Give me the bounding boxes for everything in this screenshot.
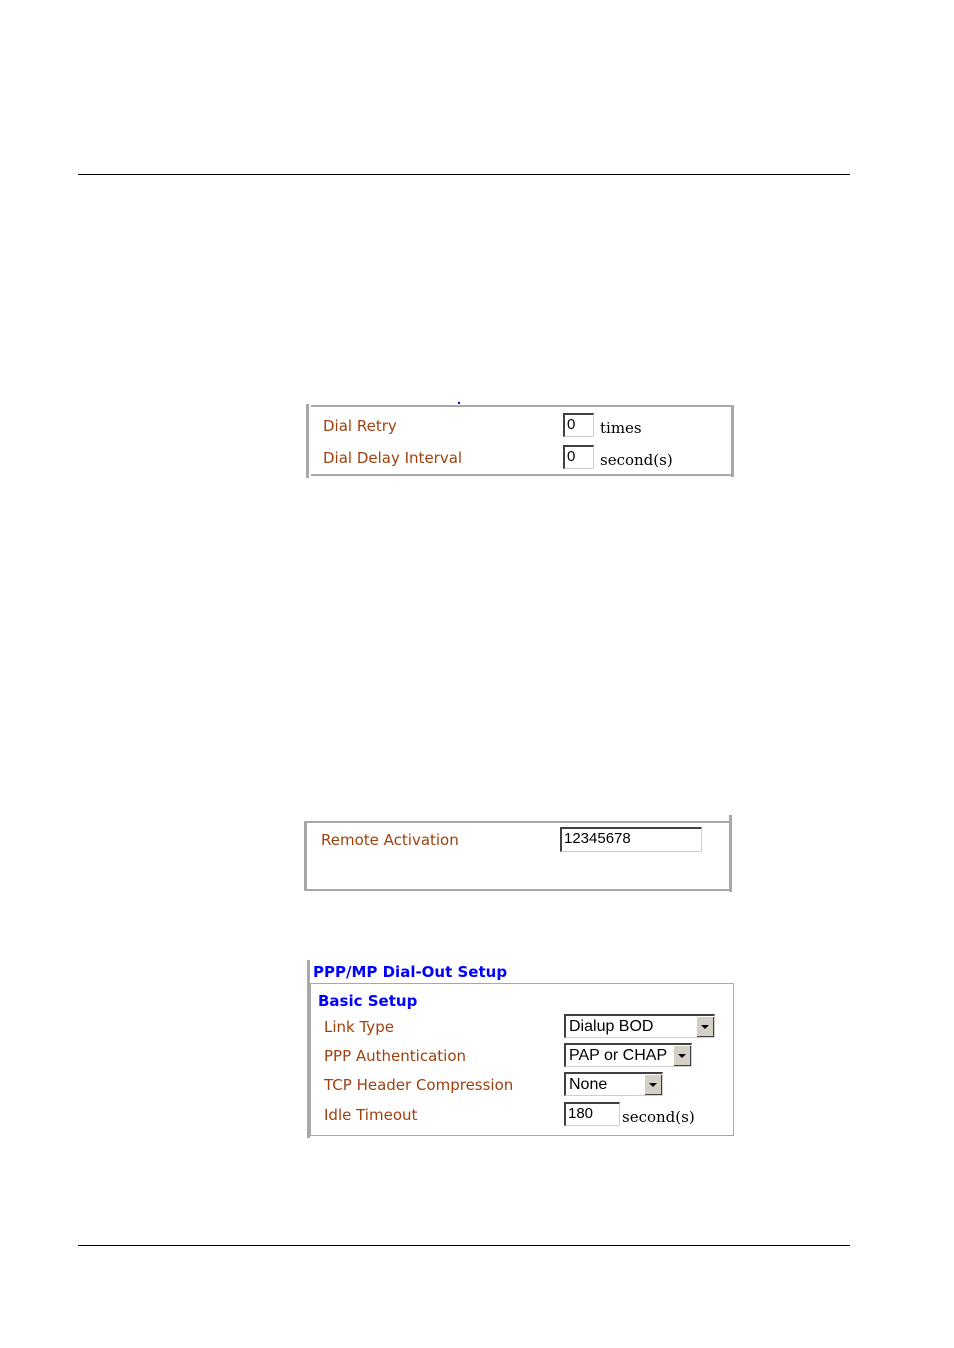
tcp-compression-value: None [569,1076,608,1093]
dialout-title: PPP/MP Dial-Out Setup [313,963,508,981]
ppp-auth-label: PPP Authentication [324,1047,467,1065]
dial-delay-input[interactable]: 0 [563,445,594,469]
dial-delay-unit: second(s) [600,451,673,469]
dial-retry-input[interactable]: 0 [563,413,594,437]
ppp-auth-select[interactable] [564,1043,692,1067]
idle-timeout-input[interactable]: 180 [564,1102,620,1126]
top-rule [78,174,850,175]
idle-timeout-unit: second(s) [622,1108,695,1126]
chevron-down-icon[interactable] [696,1016,714,1037]
tcp-compression-label: TCP Header Compression [324,1076,514,1094]
link-type-label: Link Type [324,1018,394,1036]
remote-activation-panel [302,815,736,892]
dial-retry-unit: times [600,419,642,437]
chevron-down-icon[interactable] [644,1074,662,1095]
chevron-down-icon[interactable] [673,1045,691,1066]
ppp-auth-value: PAP or CHAP [569,1047,668,1064]
dial-settings-panel [306,402,738,478]
remote-activation-input[interactable]: 12345678 [560,827,702,852]
tcp-compression-select[interactable] [564,1072,663,1096]
basic-setup-heading: Basic Setup [318,992,418,1010]
dialout-setup-panel [307,960,735,1138]
link-type-value: Dialup BOD [569,1018,654,1035]
link-type-select[interactable] [564,1014,715,1038]
idle-timeout-label: Idle Timeout [324,1106,418,1124]
dial-retry-label: Dial Retry [323,417,397,435]
dial-delay-label: Dial Delay Interval [323,449,463,467]
bottom-rule [78,1245,850,1246]
remote-activation-label: Remote Activation [321,831,459,849]
